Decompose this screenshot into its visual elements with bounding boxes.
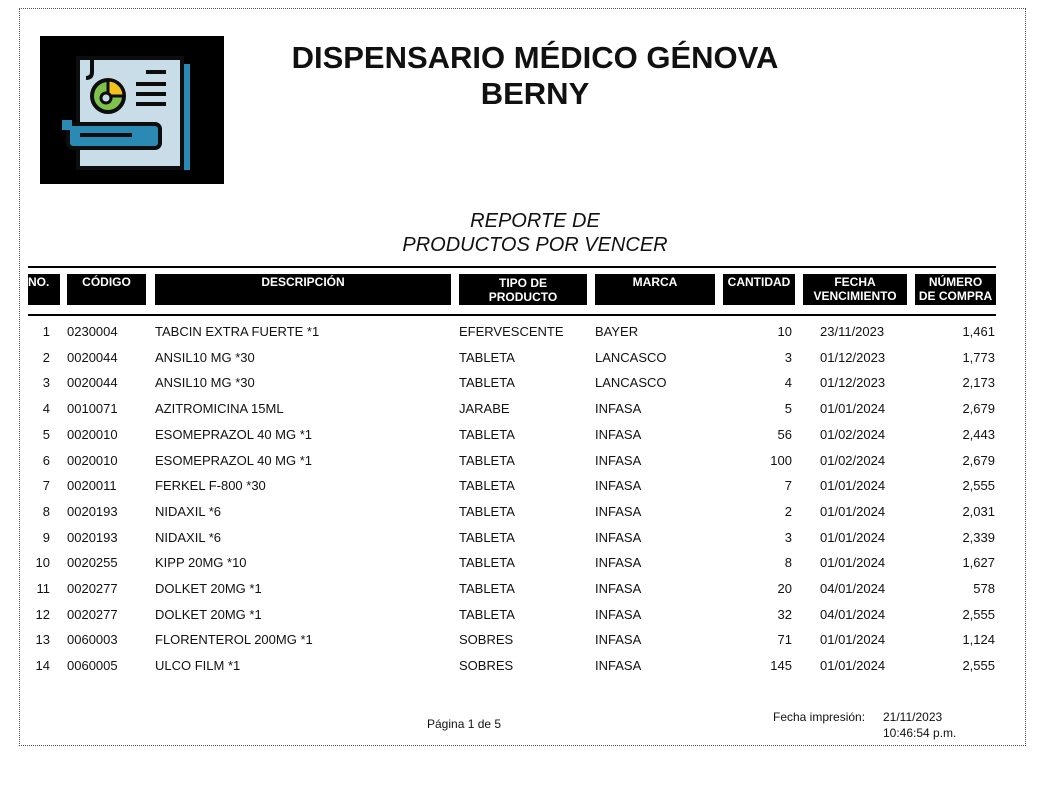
cell-compra: 2,555: [962, 478, 995, 494]
cell-cantidad: 32: [777, 606, 792, 622]
col-header-numero-compra: NÚMERO DE COMPRA: [915, 274, 996, 305]
cell-cantidad: 2: [784, 503, 792, 519]
cell-codigo: 0020193: [67, 529, 118, 545]
cell-fecha: 01/01/2024: [820, 529, 886, 545]
cell-codigo: 0020010: [67, 426, 118, 442]
col-header-codigo: CÓDIGO: [67, 274, 146, 305]
cell-fecha: 01/01/2024: [820, 555, 886, 571]
cell-cantidad: 5: [784, 401, 792, 417]
cell-descripcion: FERKEL F-800 *30: [155, 478, 266, 494]
cell-no: 11: [36, 581, 50, 596]
cell-marca: LANCASCO: [595, 375, 667, 391]
table-row: [0, 324, 1045, 350]
print-date: 21/11/2023: [883, 710, 943, 724]
title-line-1: DISPENSARIO MÉDICO GÉNOVA: [291, 40, 779, 75]
table-row: [0, 632, 1045, 658]
cell-tipo: TABLETA: [459, 606, 515, 622]
cell-tipo: TABLETA: [459, 478, 515, 494]
cell-descripcion: NIDAXIL *6: [155, 503, 221, 519]
col-header-marca: MARCA: [595, 274, 715, 305]
cell-no: 2: [42, 349, 50, 365]
cell-descripcion: DOLKET 20MG *1: [155, 606, 262, 622]
cell-descripcion: AZITROMICINA 15ML: [155, 401, 284, 417]
report-logo-icon: [40, 36, 224, 184]
cell-no: 1: [42, 324, 50, 339]
cell-marca: INFASA: [595, 658, 642, 674]
cell-codigo: 0020193: [67, 503, 118, 519]
cell-tipo: TABLETA: [459, 375, 515, 391]
cell-no: 10: [35, 555, 50, 571]
table-row: [0, 427, 1045, 453]
cell-codigo: 0020044: [67, 349, 118, 365]
cell-fecha: 23/11/2023: [820, 324, 885, 339]
cell-tipo: TABLETA: [459, 349, 515, 365]
cell-tipo: EFERVESCENTE: [459, 324, 564, 339]
cell-codigo: 0020011: [67, 478, 117, 494]
cell-marca: INFASA: [595, 529, 642, 545]
cell-compra: 2,339: [962, 529, 995, 545]
cell-cantidad: 3: [784, 529, 792, 545]
table-row: [0, 581, 1045, 607]
cell-compra: 2,031: [962, 503, 995, 519]
header-top-rule: [28, 266, 996, 268]
cell-tipo: TABLETA: [459, 452, 515, 468]
table-row: [0, 401, 1045, 427]
table-row: [0, 453, 1045, 479]
cell-codigo: 0020277: [67, 581, 118, 596]
document-chart-icon: [40, 36, 224, 184]
cell-no: 9: [42, 529, 50, 545]
cell-tipo: TABLETA: [459, 581, 515, 596]
cell-no: 8: [42, 503, 50, 519]
cell-compra: 578: [973, 581, 995, 596]
cell-fecha: 01/12/2023: [820, 375, 886, 391]
cell-codigo: 0060003: [67, 632, 118, 648]
cell-fecha: 01/02/2024: [820, 452, 886, 468]
cell-compra: 2,443: [962, 426, 995, 442]
cell-fecha: 01/01/2024: [820, 478, 886, 494]
cell-fecha: 01/01/2024: [820, 658, 886, 674]
cell-descripcion: DOLKET 20MG *1: [155, 581, 262, 596]
cell-descripcion: ESOMEPRAZOL 40 MG *1: [155, 426, 313, 442]
cell-fecha: 04/01/2024: [820, 581, 886, 596]
title-line-2: BERNY: [480, 76, 590, 111]
cell-compra: 1,773: [962, 349, 995, 365]
table-row: [0, 375, 1045, 401]
cell-marca: INFASA: [595, 503, 642, 519]
cell-cantidad: 100: [770, 452, 792, 468]
cell-marca: INFASA: [595, 452, 642, 468]
cell-marca: INFASA: [595, 606, 642, 622]
table-row: [0, 350, 1045, 376]
cell-no: 14: [35, 658, 50, 674]
cell-compra: 2,679: [962, 452, 995, 468]
col-header-tipo: TIPO DE PRODUCTO: [459, 274, 587, 305]
cell-no: 3: [42, 375, 50, 391]
table-row: [0, 530, 1045, 556]
cell-fecha: 04/01/2024: [820, 606, 886, 622]
cell-marca: INFASA: [595, 632, 642, 648]
cell-cantidad: 7: [784, 478, 792, 494]
cell-no: 13: [35, 632, 50, 648]
cell-descripcion: ULCO FILM *1: [155, 658, 241, 674]
cell-no: 7: [42, 478, 50, 494]
cell-no: 4: [42, 401, 50, 417]
cell-no: 5: [42, 426, 50, 442]
cell-descripcion: KIPP 20MG *10: [155, 555, 247, 571]
cell-no: 12: [35, 606, 50, 622]
cell-tipo: SOBRES: [459, 632, 514, 648]
cell-tipo: TABLETA: [459, 555, 515, 571]
cell-codigo: 0230004: [67, 324, 118, 339]
cell-no: 6: [42, 452, 50, 468]
cell-compra: 2,555: [962, 658, 995, 674]
col-header-descripcion: DESCRIPCIÓN: [155, 274, 451, 305]
report-title-line-2: PRODUCTOS POR VENCER: [402, 234, 668, 256]
cell-cantidad: 3: [784, 349, 792, 365]
cell-fecha: 01/01/2024: [820, 503, 886, 519]
cell-cantidad: 145: [770, 658, 792, 674]
report-title-line-1: REPORTE DE: [470, 210, 600, 232]
col-header-cantidad: CANTIDAD: [723, 274, 795, 305]
cell-compra: 2,679: [962, 401, 995, 417]
cell-marca: BAYER: [595, 324, 639, 339]
cell-tipo: JARABE: [459, 401, 510, 417]
cell-codigo: 0020010: [67, 452, 118, 468]
table-row: [0, 607, 1045, 633]
cell-cantidad: 56: [777, 426, 792, 442]
cell-codigo: 0020044: [67, 375, 118, 391]
cell-cantidad: 20: [777, 581, 792, 596]
cell-marca: INFASA: [595, 401, 642, 417]
cell-marca: INFASA: [595, 555, 642, 571]
cell-fecha: 01/01/2024: [820, 401, 886, 417]
cell-descripcion: ANSIL10 MG *30: [155, 349, 255, 365]
cell-codigo: 0060005: [67, 658, 118, 674]
cell-descripcion: TABCIN EXTRA FUERTE *1: [155, 324, 320, 339]
cell-descripcion: ANSIL10 MG *30: [155, 375, 255, 391]
col-header-no: NO.: [28, 274, 60, 305]
table-row: [0, 504, 1045, 530]
print-date-label: Fecha impresión:: [773, 710, 866, 724]
cell-marca: INFASA: [595, 426, 642, 442]
cell-descripcion: FLORENTEROL 200MG *1: [155, 632, 313, 648]
cell-codigo: 0020277: [67, 606, 118, 622]
cell-fecha: 01/12/2023: [820, 349, 886, 365]
table-row: [0, 658, 1045, 684]
cell-cantidad: 71: [777, 632, 792, 648]
cell-cantidad: 8: [784, 555, 792, 571]
cell-descripcion: ESOMEPRAZOL 40 MG *1: [155, 452, 313, 468]
cell-fecha: 01/01/2024: [820, 632, 886, 648]
cell-tipo: SOBRES: [459, 658, 514, 674]
cell-tipo: TABLETA: [459, 503, 515, 519]
cell-marca: LANCASCO: [595, 349, 667, 365]
cell-codigo: 0010071: [67, 401, 118, 417]
cell-tipo: TABLETA: [459, 529, 515, 545]
table-row: [0, 555, 1045, 581]
cell-marca: INFASA: [595, 581, 642, 596]
cell-codigo: 0020255: [67, 555, 118, 571]
cell-compra: 2,555: [962, 606, 995, 622]
cell-compra: 1,461: [962, 324, 995, 339]
cell-marca: INFASA: [595, 478, 642, 494]
cell-compra: 2,173: [962, 375, 995, 391]
cell-cantidad: 10: [777, 324, 792, 339]
table-row: [0, 478, 1045, 504]
cell-descripcion: NIDAXIL *6: [155, 529, 221, 545]
header-bottom-rule: [28, 314, 996, 316]
cell-fecha: 01/02/2024: [820, 426, 886, 442]
cell-cantidad: 4: [784, 375, 792, 391]
page-number: Página 1 de 5: [427, 717, 502, 731]
cell-tipo: TABLETA: [459, 426, 515, 442]
print-time: 10:46:54 p.m.: [883, 726, 957, 740]
cell-compra: 1,627: [962, 555, 995, 571]
col-header-fecha: FECHA VENCIMIENTO: [803, 274, 907, 305]
cell-compra: 1,124: [962, 632, 995, 648]
